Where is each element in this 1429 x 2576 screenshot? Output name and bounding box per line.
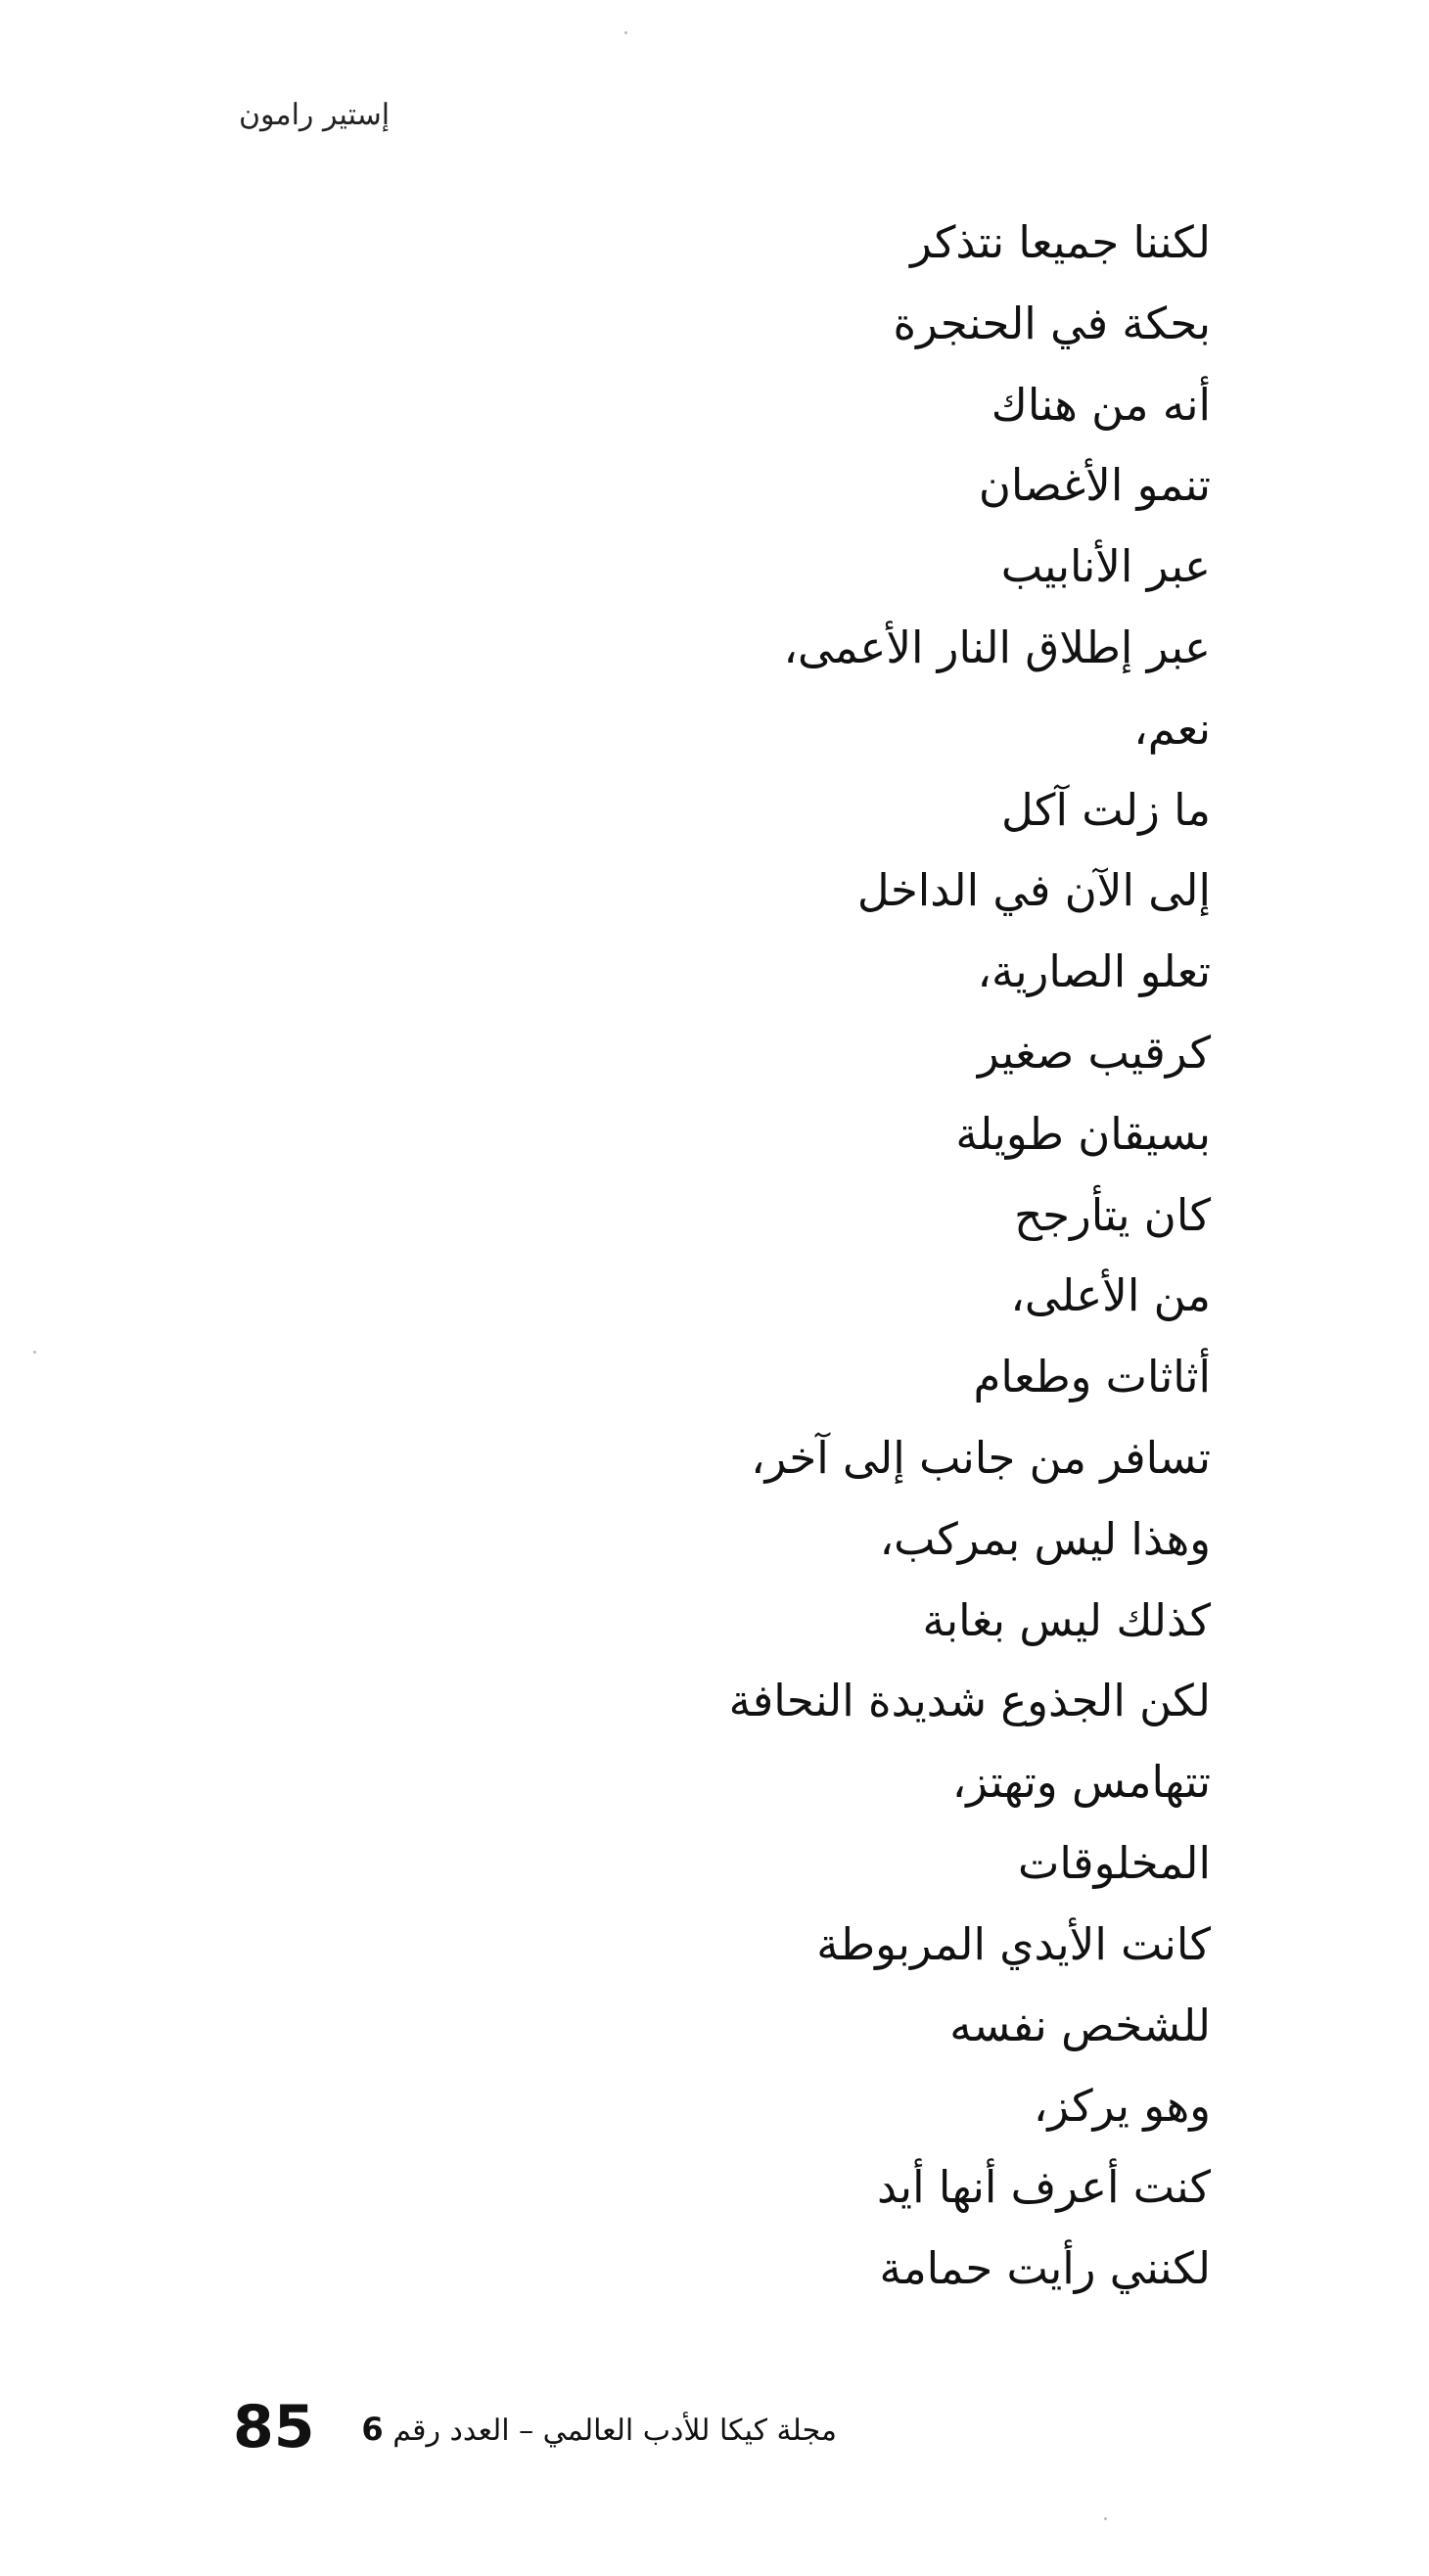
issue-number: 6 <box>361 2411 384 2448</box>
poem-line: نعم، <box>1133 702 1211 755</box>
poem-line: لكن الجذوع شديدة النحافة <box>728 1675 1211 1727</box>
poem-line: وهو يركز، <box>1033 2080 1211 2133</box>
poem-line: لكنني رأيت حمامة <box>879 2241 1211 2294</box>
journal-footer <box>361 2410 837 2451</box>
journal-name: مجلة كيكا للأدب العالمي – العدد رقم <box>392 2414 837 2448</box>
poem-line: تعلو الصارية، <box>977 945 1211 998</box>
scan-speck <box>1104 2517 1107 2520</box>
running-head-author: إستير رامون <box>239 98 391 132</box>
page-number: 85 <box>233 2393 315 2461</box>
poem-line: لكننا جميعا نتذكر <box>910 216 1211 268</box>
poem-line: تسافر من جانب إلى آخر، <box>751 1431 1211 1484</box>
poem-line: ما زلت آكل <box>1000 783 1211 836</box>
poem-line: للشخص نفسه <box>949 1999 1211 2051</box>
poem-line: كرقيب صغير <box>977 1026 1211 1079</box>
poem-line: بحكة في الحنجرة <box>893 297 1211 349</box>
poem-line: أنه من هناك <box>991 378 1211 431</box>
poem-line: تنمو الأغصان <box>978 459 1211 512</box>
poem-line: كنت أعرف أنها أيد <box>876 2161 1211 2214</box>
poem-body <box>330 203 1211 2310</box>
poem-line: من الأعلى، <box>1010 1269 1211 1322</box>
poem-line: كان يتأرجح <box>1014 1188 1211 1241</box>
poem-line: أثاثات وطعام <box>973 1351 1211 1403</box>
poem-line: بسيقان طويلة <box>955 1107 1211 1160</box>
scan-speck <box>624 31 627 34</box>
scan-speck <box>33 1351 36 1354</box>
poem-line: عبر الأنابيب <box>1000 540 1211 593</box>
poem-line: تتهامس وتهتز، <box>951 1756 1211 1809</box>
poem-line: كانت الأيدي المربوطة <box>816 1917 1211 1970</box>
poem-line: إلى الآن في الداخل <box>856 864 1211 917</box>
poem-line: كذلك ليس بغابة <box>922 1593 1211 1646</box>
poem-line: المخلوقات <box>1017 1836 1211 1889</box>
poem-line: وهذا ليس بمركب، <box>879 1512 1211 1565</box>
poem-line: عبر إطلاق النار الأعمى، <box>783 621 1211 673</box>
